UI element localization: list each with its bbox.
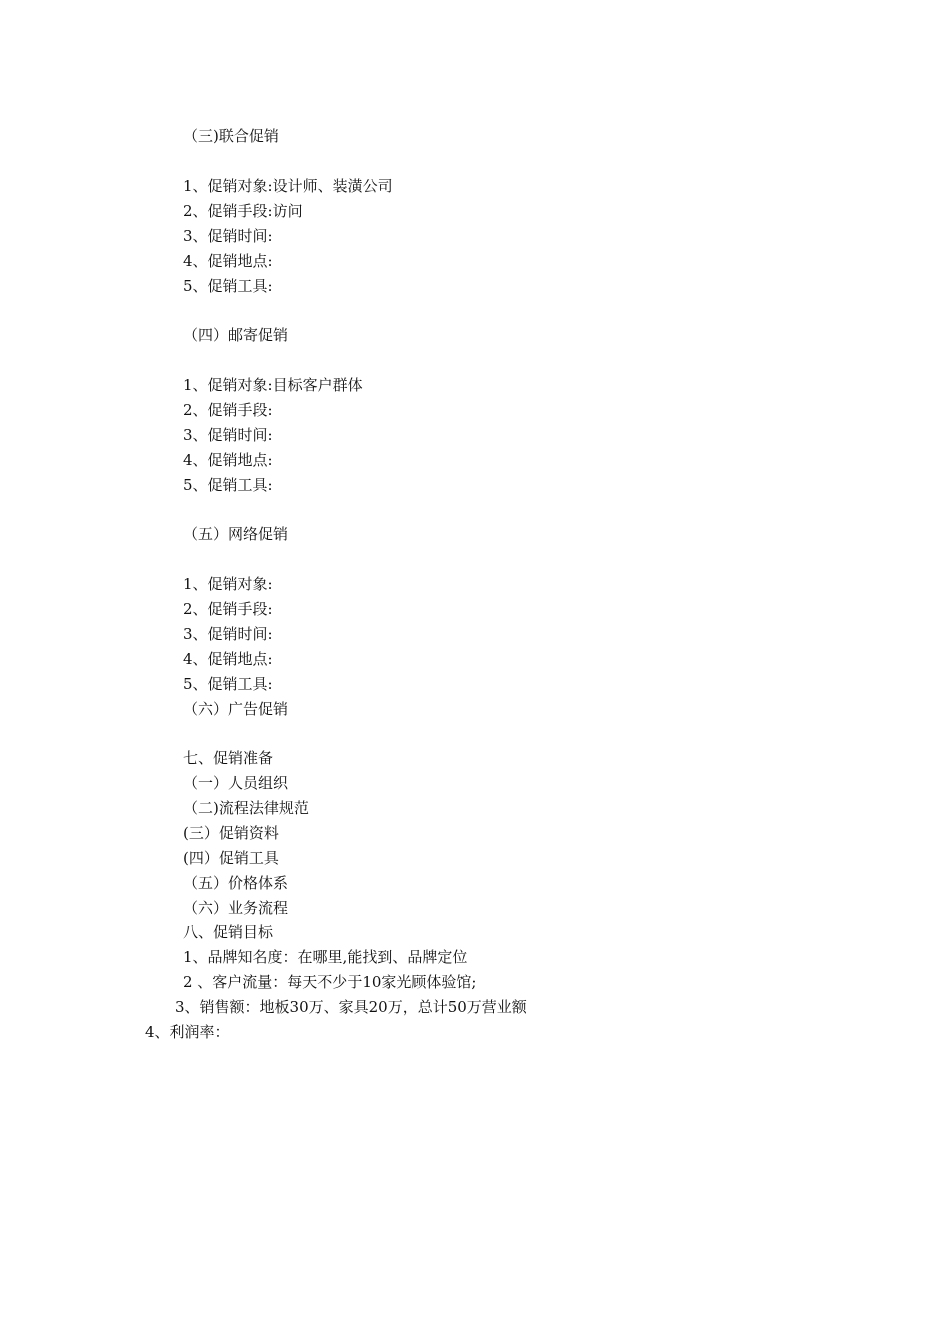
mail-promotion-location: 4、促销地点: xyxy=(183,451,273,469)
mail-promotion-method: 2、促销手段: xyxy=(183,401,273,419)
prep-workflow: （六）业务流程 xyxy=(183,899,289,917)
joint-promotion-target: 1、促销对象:设计师、装潢公司 xyxy=(183,177,393,195)
online-promotion-time: 3、促销时间: xyxy=(183,625,273,643)
goal-brand-awareness: 1、品牌知名度：在哪里,能找到、品牌定位 xyxy=(183,948,468,966)
joint-promotion-time: 3、促销时间: xyxy=(183,227,273,245)
section-joint-promotion-heading: （三)联合促销 xyxy=(183,127,279,145)
section-seven-heading: 七、促销准备 xyxy=(183,749,274,767)
joint-promotion-location: 4、促销地点: xyxy=(183,252,273,270)
online-promotion-tools: 5、促销工具: xyxy=(183,675,273,693)
mail-promotion-tools: 5、促销工具: xyxy=(183,476,273,494)
section-mail-promotion-heading: （四）邮寄促销 xyxy=(183,326,289,344)
online-promotion-target: 1、促销对象: xyxy=(183,575,273,593)
section-eight-heading: 八、促销目标 xyxy=(183,923,274,941)
goal-profit-margin: 4、利润率： xyxy=(145,1023,230,1041)
prep-process-legal: （二)流程法律规范 xyxy=(183,799,309,817)
section-online-promotion-heading: （五）网络促销 xyxy=(183,525,289,543)
section-ad-promotion-heading: （六）广告促销 xyxy=(183,700,289,718)
goal-sales: 3、销售额：地板30万、家具20万，总计50万营业额 xyxy=(175,998,527,1016)
prep-materials: (三）促销资料 xyxy=(183,824,279,842)
goal-customer-traffic: 2 、客户流量：每天不少于10家光顾体验馆; xyxy=(183,973,477,991)
online-promotion-method: 2、促销手段: xyxy=(183,600,273,618)
mail-promotion-time: 3、促销时间: xyxy=(183,426,273,444)
mail-promotion-target: 1、促销对象:目标客户群体 xyxy=(183,376,363,394)
joint-promotion-method: 2、促销手段:访问 xyxy=(183,202,303,220)
prep-personnel: （一）人员组织 xyxy=(183,774,289,792)
prep-tools: (四）促销工具 xyxy=(183,849,279,867)
online-promotion-location: 4、促销地点: xyxy=(183,650,273,668)
joint-promotion-tools: 5、促销工具: xyxy=(183,277,273,295)
prep-pricing: （五）价格体系 xyxy=(183,874,289,892)
